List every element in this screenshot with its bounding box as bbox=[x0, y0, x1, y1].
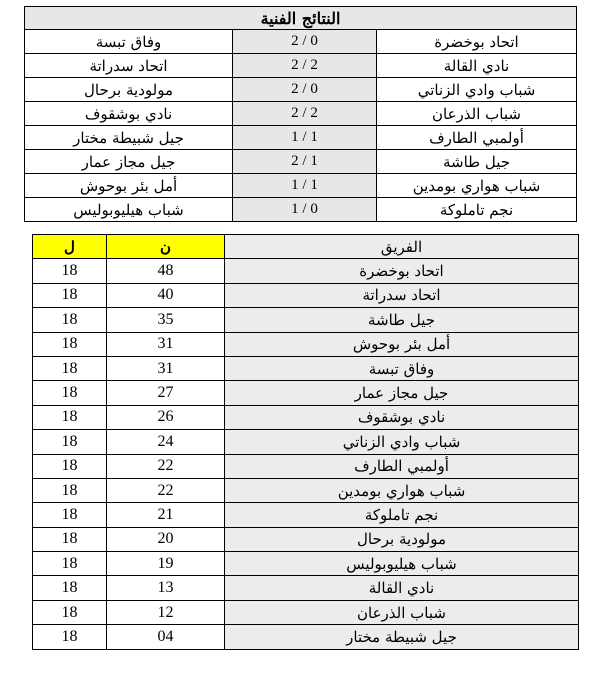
team-name: جيل مجاز عمار bbox=[225, 381, 579, 405]
match-row bbox=[25, 174, 577, 198]
match-score: 2 / 2 bbox=[233, 102, 377, 126]
match-row bbox=[25, 126, 577, 150]
results-title-row bbox=[25, 7, 577, 30]
standings-row bbox=[33, 356, 579, 380]
match-row bbox=[25, 102, 577, 126]
games-played-header: ل bbox=[33, 235, 107, 259]
points: 31 bbox=[107, 356, 225, 380]
points: 22 bbox=[107, 478, 225, 502]
away-team: أمل بئر بوحوش bbox=[25, 174, 233, 198]
match-score: 1 / 1 bbox=[233, 126, 377, 150]
games-played: 18 bbox=[33, 259, 107, 283]
team-name: شباب هيليوبوليس bbox=[225, 552, 579, 576]
away-team: وفاق تبسة bbox=[25, 30, 233, 54]
standings-row bbox=[33, 308, 579, 332]
away-team: شباب هيليوبوليس bbox=[25, 198, 233, 222]
home-team: نادي القالة bbox=[377, 54, 577, 78]
away-team: اتحاد سدراتة bbox=[25, 54, 233, 78]
games-played: 18 bbox=[33, 381, 107, 405]
standings-row bbox=[33, 625, 579, 649]
games-played: 18 bbox=[33, 405, 107, 429]
games-played: 18 bbox=[33, 576, 107, 600]
away-team: مولودية برحال bbox=[25, 78, 233, 102]
match-row bbox=[25, 198, 577, 222]
standings-row bbox=[33, 576, 579, 600]
standings-row bbox=[33, 600, 579, 624]
team-name: شباب وادي الزناتي bbox=[225, 430, 579, 454]
team-name: جيل شبيطة مختار bbox=[225, 625, 579, 649]
match-row bbox=[25, 54, 577, 78]
team-name: نادي بوشقوف bbox=[225, 405, 579, 429]
points: 21 bbox=[107, 503, 225, 527]
games-played: 18 bbox=[33, 478, 107, 502]
points: 20 bbox=[107, 527, 225, 551]
points: 22 bbox=[107, 454, 225, 478]
standings-row bbox=[33, 552, 579, 576]
points-header: ن bbox=[107, 235, 225, 259]
team-name: شباب الذرعان bbox=[225, 600, 579, 624]
home-team: اتحاد بوخضرة bbox=[377, 30, 577, 54]
match-row bbox=[25, 78, 577, 102]
games-played: 18 bbox=[33, 600, 107, 624]
games-played: 18 bbox=[33, 356, 107, 380]
standings-header-row bbox=[33, 235, 579, 259]
home-team: أولمبي الطارف bbox=[377, 126, 577, 150]
team-name: جيل طاشة bbox=[225, 308, 579, 332]
standings-row bbox=[33, 478, 579, 502]
points: 19 bbox=[107, 552, 225, 576]
match-score: 2 / 0 bbox=[233, 78, 377, 102]
away-team: نادي بوشقوف bbox=[25, 102, 233, 126]
standings-row bbox=[33, 503, 579, 527]
points: 26 bbox=[107, 405, 225, 429]
standings-row bbox=[33, 259, 579, 283]
points: 04 bbox=[107, 625, 225, 649]
points: 35 bbox=[107, 308, 225, 332]
home-team: شباب الذرعان bbox=[377, 102, 577, 126]
games-played: 18 bbox=[33, 430, 107, 454]
away-team: جيل مجاز عمار bbox=[25, 150, 233, 174]
team-name: اتحاد بوخضرة bbox=[225, 259, 579, 283]
points: 40 bbox=[107, 283, 225, 307]
standings-row bbox=[33, 283, 579, 307]
match-score: 2 / 0 bbox=[233, 30, 377, 54]
match-score: 2 / 1 bbox=[233, 150, 377, 174]
points: 13 bbox=[107, 576, 225, 600]
games-played: 18 bbox=[33, 527, 107, 551]
match-row bbox=[25, 30, 577, 54]
games-played: 18 bbox=[33, 332, 107, 356]
home-team: شباب هواري بومدين bbox=[377, 174, 577, 198]
standings-row bbox=[33, 332, 579, 356]
games-played: 18 bbox=[33, 454, 107, 478]
standings-row bbox=[33, 454, 579, 478]
match-score: 2 / 2 bbox=[233, 54, 377, 78]
games-played: 18 bbox=[33, 552, 107, 576]
team-name: وفاق تبسة bbox=[225, 356, 579, 380]
team-name: نادي القالة bbox=[225, 576, 579, 600]
team-name: شباب هواري بومدين bbox=[225, 478, 579, 502]
team-name: مولودية برحال bbox=[225, 527, 579, 551]
away-team: جيل شبيطة مختار bbox=[25, 126, 233, 150]
games-played: 18 bbox=[33, 625, 107, 649]
games-played: 18 bbox=[33, 283, 107, 307]
team-header: الفريق bbox=[225, 235, 579, 259]
home-team: شباب وادي الزناتي bbox=[377, 78, 577, 102]
points: 48 bbox=[107, 259, 225, 283]
results-title: النتائج الفنية bbox=[25, 7, 577, 30]
points: 27 bbox=[107, 381, 225, 405]
points: 24 bbox=[107, 430, 225, 454]
standings-table bbox=[32, 234, 579, 650]
home-team: نجم تاملوكة bbox=[377, 198, 577, 222]
match-row bbox=[25, 150, 577, 174]
match-score: 1 / 0 bbox=[233, 198, 377, 222]
match-score: 1 / 1 bbox=[233, 174, 377, 198]
standings-row bbox=[33, 430, 579, 454]
team-name: أمل بئر بوحوش bbox=[225, 332, 579, 356]
points: 12 bbox=[107, 600, 225, 624]
results-table bbox=[24, 6, 577, 222]
points: 31 bbox=[107, 332, 225, 356]
home-team: جيل طاشة bbox=[377, 150, 577, 174]
standings-row bbox=[33, 405, 579, 429]
standings-row bbox=[33, 381, 579, 405]
team-name: اتحاد سدراتة bbox=[225, 283, 579, 307]
games-played: 18 bbox=[33, 308, 107, 332]
standings-row bbox=[33, 527, 579, 551]
games-played: 18 bbox=[33, 503, 107, 527]
team-name: نجم تاملوكة bbox=[225, 503, 579, 527]
team-name: أولمبي الطارف bbox=[225, 454, 579, 478]
